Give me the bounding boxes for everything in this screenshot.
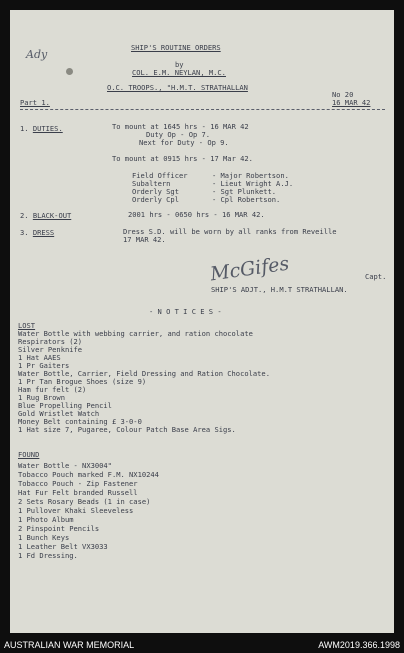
oc-troops-line: O.C. TROOPS., "H.M.T. STRATHALLAN [107, 83, 248, 92]
order-number: No 20 [332, 90, 354, 99]
lost-item: Respirators (2) [18, 337, 83, 346]
lost-item: 1 Pr Tan Brogue Shoes (size 9) [18, 377, 147, 386]
found-item: 1 Bunch Keys [18, 533, 70, 542]
by-line: by [175, 60, 184, 69]
found-item: Tobacco Pouch marked F.M. NX10244 [18, 470, 159, 479]
dress-text: 17 MAR 42. [123, 235, 166, 244]
duties-heading: DUTIES. [32, 124, 63, 133]
roster-holder: - Major Robertson. [212, 171, 289, 180]
blackout-label: 2. BLACK-OUT [20, 211, 72, 220]
roster-role: Orderly Sgt [132, 187, 179, 196]
footer-institution: AUSTRALIAN WAR MEMORIAL [4, 640, 135, 650]
found-item: 1 Fd Dressing. [18, 551, 78, 560]
roster-holder: - Cpl Robertson. [212, 195, 281, 204]
duties-label [20, 125, 63, 132]
handwritten-mark: Ady [26, 48, 48, 61]
lost-item: 1 Hat AAES [18, 353, 61, 362]
lost-item: 1 Rug Brown [18, 393, 65, 402]
punch-hole [66, 68, 73, 75]
lost-item: 1 Pr Gaiters [18, 361, 70, 370]
found-item: 1 Photo Album [18, 515, 74, 524]
roster-holder: - Lieut Wright A.J. [212, 179, 294, 188]
found-item: Tobacco Pouch - Zip Fastener [18, 479, 138, 488]
footer-accession-number: AWM2019.366.1998 [318, 640, 400, 650]
roster-role: Orderly Cpl [132, 195, 179, 204]
found-item: Hat Fur Felt branded Russell [18, 488, 138, 497]
found-item: 1 Leather Belt VX3033 [18, 542, 108, 551]
signature-rank: Capt. [365, 272, 387, 281]
dress-label: 3. DRESS [20, 228, 55, 237]
lost-item: Blue Propelling Pencil [18, 401, 112, 410]
found-item: 2 Sets Rosary Beads (1 in case) [18, 497, 151, 506]
order-date: 16 MAR 42 [332, 98, 371, 107]
adjutant-signature: McGifes [208, 252, 291, 286]
duties-line: Next for Duty - Op 9. [139, 138, 229, 147]
document-page [10, 10, 394, 633]
found-item: 1 Pullover Khaki Sleeveless [18, 506, 134, 515]
roster-role: Field Officer [132, 171, 188, 180]
duties-line: Duty Op - Op 7. [146, 130, 211, 139]
lost-item: Money Belt containing £ 3-0-0 [18, 417, 142, 426]
found-label: FOUND [18, 450, 40, 459]
lost-item: Silver Penknife [18, 345, 83, 354]
lost-item: 1 Hat size 7, Pugaree, Colour Patch Base Area Sigs. [18, 425, 236, 434]
duties-line: To mount at 0915 hrs - 17 Mar 42. [112, 154, 253, 163]
roster-role: Subaltern [132, 179, 171, 188]
document-title: SHIP'S ROUTINE ORDERS [131, 43, 221, 52]
roster-holder: - Sgt Plunkett. [212, 187, 277, 196]
duties-line: To mount at 1645 hrs - 16 MAR 42 [112, 122, 249, 131]
signature-title: SHIP'S ADJT., H.M.T STRATHALLAN. [211, 285, 348, 294]
dress-text: Dress S.D. will be worn by all ranks from Reveille [123, 227, 337, 236]
lost-item: Water Bottle with webbing carrier, and ration chocolate [18, 329, 253, 338]
part-label: Part 1. [20, 98, 50, 107]
found-item: 2 Pinspoint Pencils [18, 524, 100, 533]
found-item: Water Bottle - NX3004" [18, 461, 112, 470]
separator-line [20, 109, 385, 110]
duties-number: 1. [20, 124, 29, 133]
lost-label: LOST [18, 321, 36, 330]
lost-item: Gold Wristlet Watch [18, 409, 100, 418]
notices-title: - N O T I C E S - [149, 307, 222, 316]
colonel-name: COL. E.M. NEYLAN, M.C. [132, 68, 226, 77]
lost-item: Ham fur felt (2) [18, 385, 87, 394]
lost-item: Water Bottle, Carrier, Field Dressing and Ration Chocolate. [18, 369, 270, 378]
blackout-text: 2001 hrs - 0650 hrs - 16 MAR 42. [128, 210, 265, 219]
